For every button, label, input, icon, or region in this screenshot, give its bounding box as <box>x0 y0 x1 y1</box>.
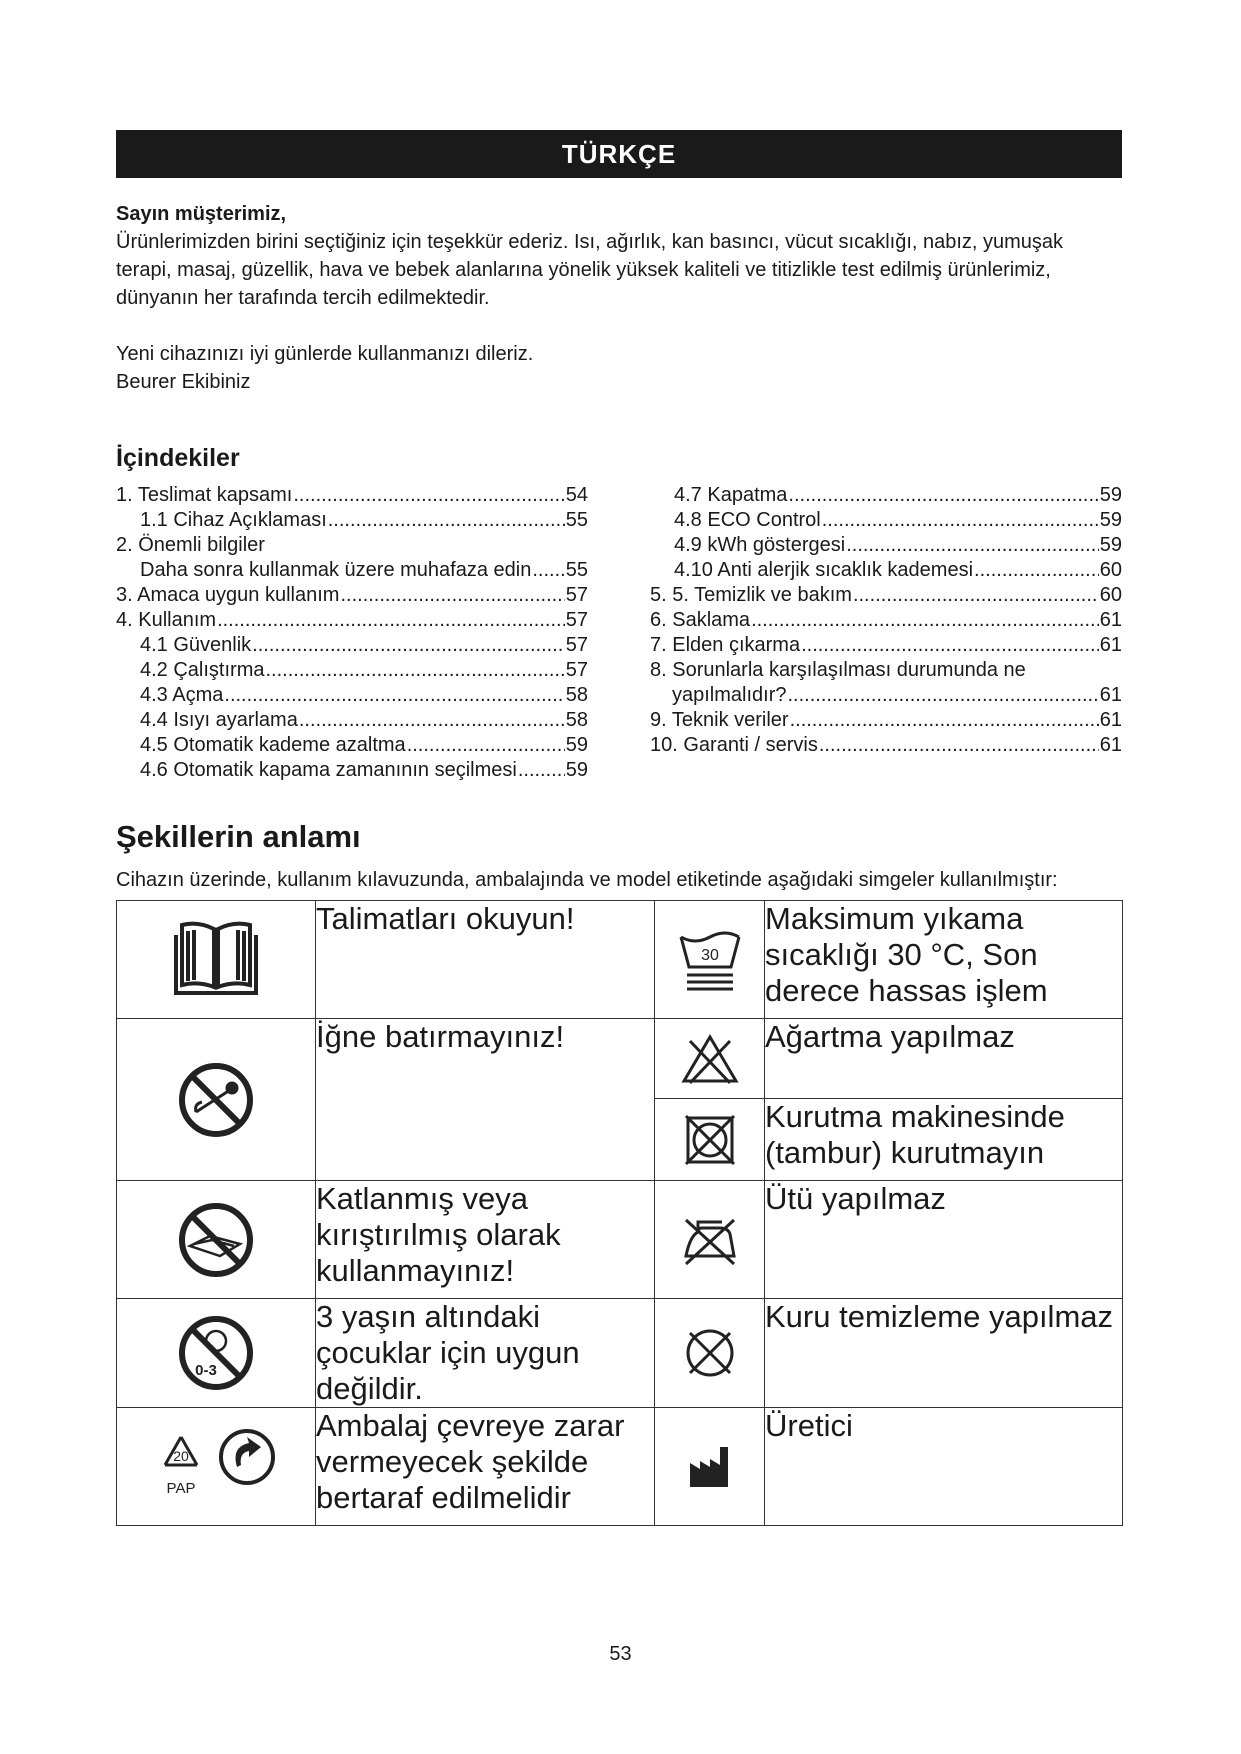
toc-entry <box>116 508 588 533</box>
toc-leader <box>801 633 1099 658</box>
symbol-row <box>117 1299 1123 1408</box>
toc-entry-page: 61 <box>1099 609 1122 631</box>
toc-entry <box>650 508 1122 533</box>
wash-30-gentle-icon <box>655 901 765 1019</box>
toc-entry-label: 4.2 Çalıştırma <box>140 659 265 681</box>
recycling-pap-20-icon <box>117 1408 316 1526</box>
team-signature: Beurer Ekibiniz <box>116 371 251 393</box>
toc-entry-label: 5. 5. Temizlik ve bakım <box>650 584 852 606</box>
symbols-table <box>116 900 1123 1526</box>
toc-leader <box>853 583 1099 608</box>
manufacturer-icon <box>655 1408 765 1526</box>
toc-leader <box>224 683 564 708</box>
symbol-desc: Üretici <box>765 1408 1123 1526</box>
symbol-desc: Ütü yapılmaz <box>765 1181 1123 1299</box>
symbol-row <box>117 901 1123 1019</box>
no-pins-icon <box>117 1019 316 1181</box>
toc-entry-page: 55 <box>565 559 588 581</box>
toc-entry <box>650 583 1122 608</box>
toc-entry-page: 58 <box>565 684 588 706</box>
symbol-desc: İğne batırmayınız! <box>316 1019 655 1181</box>
toc-entry-page: 61 <box>1099 684 1122 706</box>
table-of-contents <box>116 483 1122 783</box>
toc-entry-label: Daha sonra kullanmak üzere muhafaza edin <box>140 559 532 581</box>
toc-leader <box>846 533 1099 558</box>
symbol-desc: Kurutma makinesinde (tambur) kurutmayın <box>765 1099 1123 1181</box>
intro-paragraph: Ürünlerimizden birini seçtiğiniz için teşekkür ederiz. Isı, ağırlık, kan basıncı, vücut sıcaklığı, nabız, yumuşak terapi, masaj, güzellik, hava ve bebek alanlarına yönelik yüksek kaliteli ve titizlikle test edilmiş ürünlerimiz, dünyanın her tarafında tercih edilmektedir. <box>116 231 1064 309</box>
no-ironing-icon <box>655 1181 765 1299</box>
toc-entry-label: 6. Saklama <box>650 609 751 631</box>
toc-entry <box>650 658 1122 683</box>
toc-leader <box>532 558 564 583</box>
toc-leader <box>299 708 565 733</box>
symbol-row <box>117 1019 1123 1099</box>
toc-entry <box>116 658 588 683</box>
toc-entry-page: 59 <box>1099 484 1122 506</box>
toc-entry <box>116 633 588 658</box>
symbol-row <box>117 1181 1123 1299</box>
svg-text:30: 30 <box>700 946 719 964</box>
toc-entry <box>116 533 588 558</box>
symbol-desc: 3 yaşın altındaki çocuklar için uygun değildir. <box>316 1299 655 1408</box>
symbol-desc: Talimatları okuyun! <box>316 901 655 1019</box>
toc-entry-label: 3. Amaca uygun kullanım <box>116 584 340 606</box>
toc-leader <box>819 733 1099 758</box>
toc-entry <box>650 733 1122 758</box>
no-bleach-icon <box>655 1019 765 1099</box>
toc-entry <box>650 683 1122 708</box>
language-header: TÜRKÇE <box>116 130 1122 178</box>
toc-entry <box>650 708 1122 733</box>
toc-entry <box>116 583 588 608</box>
symbols-intro: Cihazın üzerinde, kullanım kılavuzunda, ambalajında ve model etiketinde aşağıdaki simgeler kullanılmıştır: <box>116 869 1058 891</box>
toc-entry-label: 4.8 ECO Control <box>674 509 821 531</box>
toc-leader <box>252 633 565 658</box>
toc-entry-label: 4.7 Kapatma <box>674 484 788 506</box>
toc-entry <box>116 708 588 733</box>
toc-entry-page: 59 <box>1099 534 1122 556</box>
toc-entry <box>116 758 588 783</box>
wish-line: Yeni cihazınızı iyi günlerde kullanmanızı dileriz. <box>116 343 534 365</box>
not-for-children-0-3-icon <box>117 1299 316 1408</box>
toc-leader <box>407 733 565 758</box>
toc-right-column <box>650 483 1122 783</box>
toc-title: İçindekiler <box>116 444 240 472</box>
toc-leader <box>822 508 1099 533</box>
toc-entry-page: 59 <box>1099 509 1122 531</box>
symbol-row <box>117 1408 1123 1526</box>
toc-entry-label: 7. Elden çıkarma <box>650 634 801 656</box>
toc-entry-label: yapılmalıdır? <box>672 684 787 706</box>
toc-entry <box>116 483 588 508</box>
toc-entry-label: 4.5 Otomatik kademe azaltma <box>140 734 406 756</box>
toc-left-column <box>116 483 588 783</box>
toc-entry-label: 1.1 Cihaz Açıklaması <box>140 509 327 531</box>
toc-leader <box>974 558 1099 583</box>
toc-entry-page: 57 <box>565 609 588 631</box>
symbol-desc: Ağartma yapılmaz <box>765 1019 1123 1099</box>
toc-leader <box>340 583 564 608</box>
toc-entry-label: 4.9 kWh göstergesi <box>674 534 846 556</box>
toc-entry-page: 57 <box>565 634 588 656</box>
toc-entry-label: 9. Teknik veriler <box>650 709 789 731</box>
toc-entry <box>650 483 1122 508</box>
toc-entry-label: 4.4 Isıyı ayarlama <box>140 709 298 731</box>
svg-text:20: 20 <box>173 1447 189 1464</box>
toc-entry-label: 2. Önemli bilgiler <box>116 534 265 556</box>
no-dry-clean-icon <box>655 1299 765 1408</box>
toc-leader <box>751 608 1099 633</box>
toc-entry-page: 57 <box>565 584 588 606</box>
toc-entry-label: 4.10 Anti alerjik sıcaklık kademesi <box>674 559 974 581</box>
symbol-desc: Ambalaj çevreye zarar vermeyecek şekilde bertaraf edilmelidir <box>316 1408 655 1526</box>
toc-entry-label: 4.1 Güvenlik <box>140 634 252 656</box>
toc-leader <box>265 658 564 683</box>
salutation: Sayın müşterimiz, <box>116 203 287 225</box>
toc-entry-label: 8. Sorunlarla karşılaşılması durumunda ne <box>650 659 1026 681</box>
toc-entry <box>116 608 588 633</box>
toc-entry-page: 57 <box>565 659 588 681</box>
toc-entry <box>650 533 1122 558</box>
no-folded-use-icon <box>117 1181 316 1299</box>
toc-entry-page: 59 <box>565 734 588 756</box>
toc-entry-label: 4.6 Otomatik kapama zamanının seçilmesi <box>140 759 517 781</box>
toc-entry <box>650 633 1122 658</box>
toc-entry <box>116 733 588 758</box>
open-book-icon <box>117 901 316 1019</box>
toc-leader <box>293 483 564 508</box>
svg-text:PAP: PAP <box>166 1479 196 1497</box>
toc-entry-page: 61 <box>1099 734 1122 756</box>
toc-leader <box>217 608 565 633</box>
manual-page <box>116 130 1122 1526</box>
toc-entry <box>650 608 1122 633</box>
toc-entry-page: 55 <box>565 509 588 531</box>
toc-entry-label: 4.3 Açma <box>140 684 224 706</box>
toc-leader <box>790 708 1099 733</box>
symbol-desc: Kuru temizleme yapılmaz <box>765 1299 1123 1408</box>
toc-entry-page: 59 <box>565 759 588 781</box>
toc-leader <box>328 508 565 533</box>
svg-text:0-3: 0-3 <box>195 1362 217 1379</box>
toc-entry-page: 61 <box>1099 634 1122 656</box>
toc-leader <box>518 758 565 783</box>
toc-entry-label: 10. Garanti / servis <box>650 734 818 756</box>
toc-entry-label: 1. Teslimat kapsamı <box>116 484 293 506</box>
toc-entry-page: 61 <box>1099 709 1122 731</box>
toc-entry-label: 4. Kullanım <box>116 609 217 631</box>
toc-entry <box>116 683 588 708</box>
symbol-desc: Maksimum yıkama sıcaklığı 30 °C, Son derece hassas işlem <box>765 901 1123 1019</box>
toc-entry-page: 54 <box>565 484 588 506</box>
toc-entry-page: 60 <box>1099 559 1122 581</box>
toc-leader <box>788 483 1098 508</box>
toc-entry-page: 58 <box>565 709 588 731</box>
toc-leader <box>788 683 1099 708</box>
toc-entry-page: 60 <box>1099 584 1122 606</box>
greeting-block <box>116 200 1122 396</box>
toc-entry <box>650 558 1122 583</box>
no-tumble-dry-icon <box>655 1099 765 1181</box>
page-number: 53 <box>609 1643 632 1665</box>
symbols-title: Şekillerin anlamı <box>116 819 361 854</box>
symbol-desc: Katlanmış veya kırıştırılmış olarak kullanmayınız! <box>316 1181 655 1299</box>
toc-entry <box>116 558 588 583</box>
